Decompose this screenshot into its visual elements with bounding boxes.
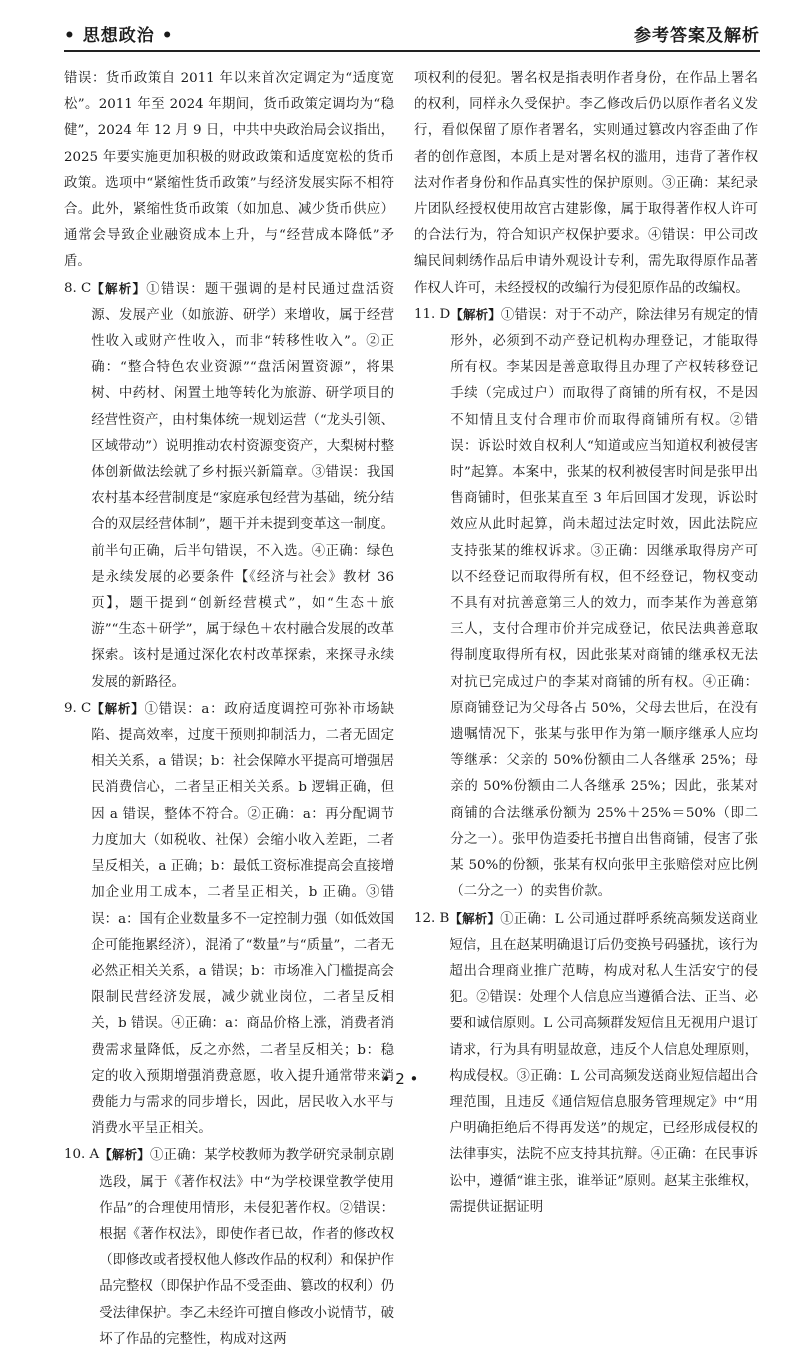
analysis-text: ①错误：a：政府适度调控可弥补市场缺陷、提高效率，过度干预则抑制活力，二者无固定相关关系，a 错误；b：社会保障水平提高可增强居民消费信心，二者呈正相关关系。b 逻辑正确，但因 a 错误，整体不符合。②正确：a：再分配调节力度加大（如税收、社保）会缩小收入差距，二者呈反相关，a 正确；b：最低工资标准提高会直接增加企业用工成本，二者呈正相关，b 正确。③错误：a：国有企业数量多不一定控制力强（如低效国企可能拖累经济），混淆了“数量”与“质量”，二者无必然正相关关系，a 错误；b：市场准入门槛提高会限制民营经济发展，减少就业岗位，二者呈反相关，b 错误。④正确：a：商品价格上涨，消费者消费需求量降低，反之亦然，二者呈反相关；b：稳定的收入预期增强消费意愿，收入提升通常带来消费能力与需求的同步增长，因此，居民收入水平与消费水平呈正相关。 <box>91 701 394 1137</box>
continuation-text: 项权利的侵犯。署名权是指表明作者身份，在作品上署名的权利，同样永久受保护。李乙修改后仍以原作者名义发行，看似保留了原作者署名，实则通过篡改内容歪曲了作者的创作意图，本质上是对署名权的滥用，违背了著作权法对作者身份和作品真实性的保护原则。③正确：某纪录片团队经授权使用故宫古建影像，属于取得著作权人许可的合法行为，符合知识产权保护要求。④错误：甲公司改编民间刺绣作品后申请外观设计专利，需先取得原作品著作权人许可，未经授权的改编行为侵犯原作品的改编权。 <box>414 71 758 296</box>
page-header <box>64 14 760 52</box>
analysis-text: ①正确：L 公司通过群呼系统高频发送商业短信，且在赵某明确退订后仍变换号码骚扰，该行为超出合理商业推广范畴，构成对私人生活安宁的侵犯。②错误：处理个人信息应当遵循合法、正当、必要和诚信原则。L 公司高频群发短信且无视用户退订请求，行为具有明显故意，违反个人信息处理原则，构成侵权。③正确：L 公司高频发送商业短信超出合理范围，且违反《通信短信息服务管理规定》中“用户明确拒绝后不得再发送”的规定，已经形成侵权的法律事实，法院不应支持其抗辩。④正确：在民事诉讼中，遵循“谁主张，谁举证”原则。赵某主张维权，需提供证据证明 <box>449 911 758 1215</box>
answer-item-8 <box>64 276 394 696</box>
continuation-text: 错误：货币政策自 2011 年以来首次定调定为“适度宽松”。2011 年至 2024 年期间，货币政策定调均为“稳健”，2024 年 12 月 9 日，中共中央政治局会议指出，2025 年要实施更加积极的财政政策和适度宽松的货币政策。选项中“紧缩性货币政策”与经济发展实际不相符合。此外，紧缩性货币政策（如加息、减少货币供应）通常会导致企业融资成本上升，与“经营成本降低”矛盾。 <box>64 71 394 270</box>
answer-body <box>449 906 758 1221</box>
answer-body <box>91 276 394 696</box>
analysis-text: ①正确：某学校教师为教学研究录制京剧选段，属于《著作权法》中“为学校课堂教学使用作品”的合理使用情形，未侵犯著作权。②错误：根据《著作权法》，即使作者已故，作者的修改权（即修改或者授权他人修改作品的权利）和保护作品完整权（即保护作品不受歪曲、篡改的权利）仍受法律保护。李乙未经许可擅自修改小说情节，破坏了作品的完整性，构成对这两 <box>99 1148 394 1347</box>
answer-item-11 <box>414 302 758 906</box>
analysis-tag: 【解析】 <box>91 280 147 296</box>
answer-number: 10. A <box>64 1147 100 1163</box>
answer-number: 12. B <box>414 910 450 926</box>
left-column <box>64 66 394 1353</box>
page-number: • 2 • <box>381 1070 419 1088</box>
analysis-tag: 【解析】 <box>91 700 145 716</box>
answer-body <box>99 1142 394 1353</box>
analysis-tag: 【解析】 <box>450 306 501 322</box>
analysis-text: ①错误：对于不动产，除法律另有规定的情形外，必须到不动产登记机构办理登记，才能取得所有权。李某因是善意取得且办理了产权转移登记手续（完成过户）而取得了商铺的所有权，不是因不知情且支付合理市价而取得商铺所有权。②错误：诉讼时效自权利人“知道或应当知道权利被侵害时”起算。本案中，张某的权利被侵害时间是张甲出售商铺时，但张某直至 3 年后回国才发现，诉讼时效应从此时起算，尚未超过法定时效，因此法院应支持张某的维权诉求。③正确：因继承取得房产可以不经登记而取得所有权，但不经登记，物权变动不具有对抗善意第三人的效力，而李某作为善意第三人，支付合理市价并完成登记，依民法典善意取得制度取得所有权，因此张某对商铺的继承权无法对抗已完成过户的李某对商铺的所有权。④正确：原商铺登记为父母各占 50%，父母去世后，在没有遗嘱情况下，张某与张甲作为第一顺序继承人应均等继承：父亲的 50%份额由二人各继承 25%；母亲的 50%份额由二人各继承 25%；因此，张某对商铺的合法继承份额为 25%＋25%＝50%（即二分之一）。张甲伪造委托书擅自出售商铺，侵害了张某 50%的份额，张某有权向张甲主张赔偿对应比例（二分之一）的卖售价款。 <box>450 307 758 900</box>
analysis-tag: 【解析】 <box>99 1147 150 1163</box>
answer-number: 11. D <box>414 306 451 322</box>
answer-item-10 <box>64 1142 394 1353</box>
answer-item-12 <box>414 906 758 1221</box>
answer-number: 8. C <box>64 280 92 296</box>
analysis-tag: 【解析】 <box>449 910 501 926</box>
answer-body <box>450 302 758 906</box>
section-title: 参考答案及解析 <box>634 26 760 46</box>
subject-title: • 思想政治 • <box>64 26 174 46</box>
answer-number: 9. C <box>64 700 92 716</box>
right-column <box>414 66 758 1221</box>
analysis-text: ①错误：题干强调的是村民通过盘活资源、发展产业（如旅游、研学）来增收，属于经营性收入或财产性收入，而非“转移性收入”。②正确：“整合特色农业资源”“盘活闲置资源”，将果树、中药材、闲置土地等转化为旅游、研学项目的经营性资产，由村集体统一规划运营（“龙头引领、区域带动”）说明推动农村资源变资产，大梨树村整体创新做法绘就了乡村振兴新篇章。③错误：我国农村基本经营制度是“家庭承包经营为基础，统分结合的双层经营体制”，题干并未提到变革这一制度。前半句正确，后半句错误，不入选。④正确：绿色是永续发展的必要条件【《经济与社会》教材 36 页】，题干提到“创新经营模式”，如“生态＋旅游”“生态＋研学”，属于绿色＋农村融合发展的改革探索。该村是通过深化农村改革探索，来探寻永续发展的新路径。 <box>91 281 394 690</box>
